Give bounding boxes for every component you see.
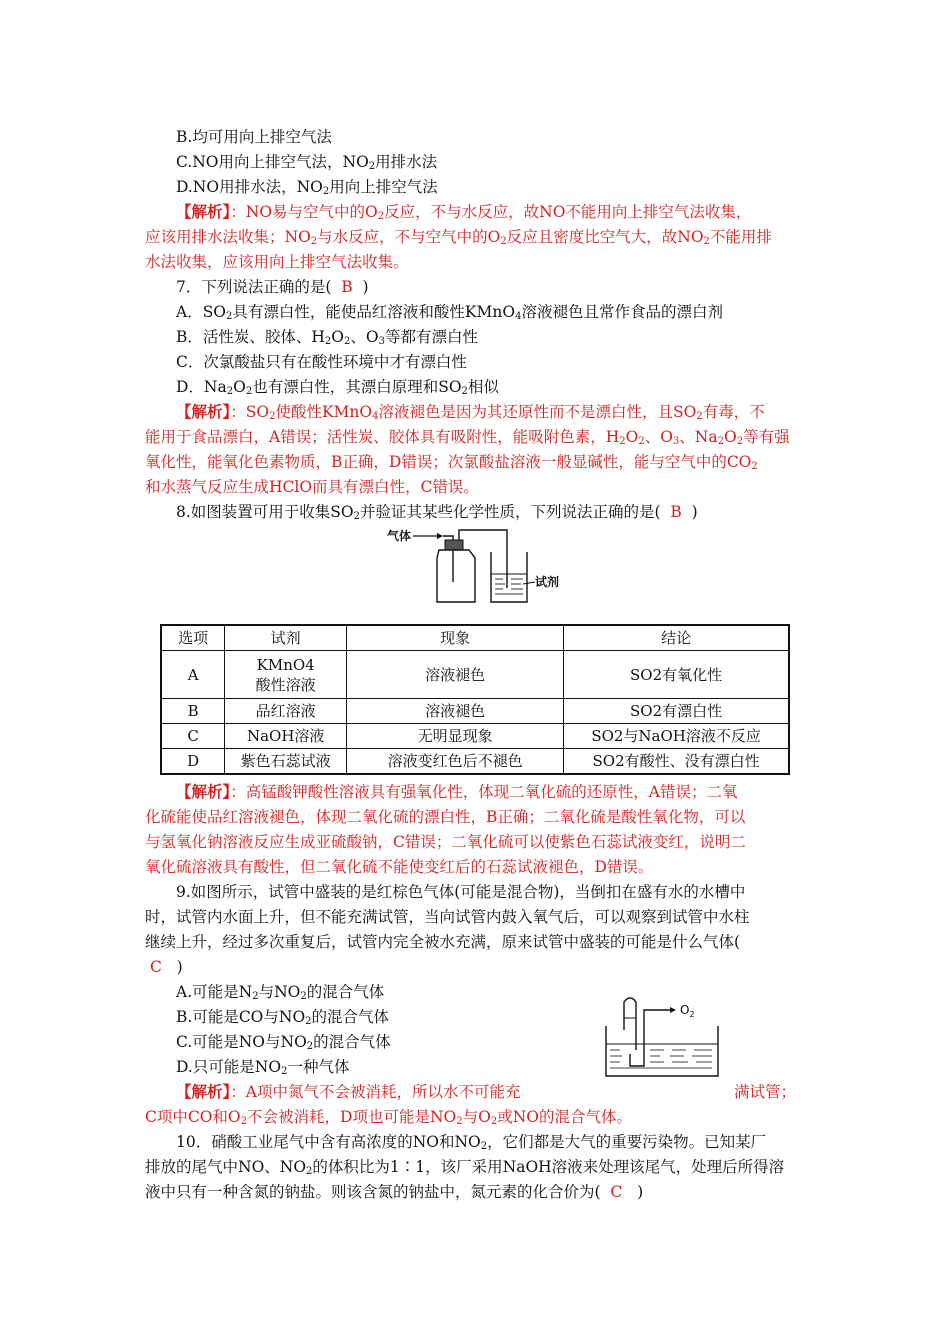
q9-stem-line2: 时，试管内水面上升，但不能充满试管，当向试管内鼓入氧气后，可以观察到试管中水柱 [145,908,750,926]
table-cell-conclusion: SO2有漂白性 [564,699,789,724]
q10-stem-line2: 排放的尾气中NO、$NO_2$的体积比为1∶1，该厂采用NaOH溶液来处理该尾气，处理后所得溶 [145,1158,785,1177]
table-cell-phenomenon: 溶液变红色后不褪色 [347,749,564,775]
table-header: 现象 [347,625,564,651]
q9-option-d: D.只可能是$NO_2$一种气体 [176,1058,350,1077]
table-cell-option: C [161,724,225,749]
q8-explanation-line4: 氧化硫溶液具有酸性，但二氧化硫不能使变红后的石蕊试液褪色，D错误。 [145,858,654,876]
gas-collection-apparatus-figure [385,526,575,608]
figure-label-gas: 气体 [387,529,412,543]
q8-explanation-line1: 【解析】：高锰酸钾酸性溶液具有强氧化性，体现二氧化硫的还原性，A错误；二氧 [176,782,738,801]
table-cell-phenomenon: 无明显现象 [347,724,564,749]
table-header: 试剂 [225,625,347,651]
q7-explanation-line1: 【解析】：$SO_2$使酸性KMnO$_4$溶液褪色是因为其还原性而不是漂白性，且$SO_2$有毒，不 [176,402,765,422]
q9-stem-line3: 继续上升，经过多次重复后，试管内完全被水充满，原来试管中盛装的可能是什么气体( [145,933,741,951]
inverted-test-tube-figure [600,990,740,1080]
table-header: 选项 [161,625,225,651]
q9-answer-line: C ) [149,958,183,976]
table-cell-reagent: 紫色石蕊试液 [225,749,347,775]
q9-stem-line1: 9.如图所示，试管中盛装的是红棕色气体(可能是混合物)，当倒扣在盛有水的水槽中 [176,883,746,901]
q7-explanation-line4: 和水蒸气反应生成HClO而具有漂白性，C错误。 [145,478,479,496]
table-cell-reagent: 品红溶液 [225,699,347,724]
table-cell-reagent: NaOH溶液 [225,724,347,749]
q7-option-d: D．$Na_2O_2$也有漂白性，其漂白原理和$SO_2$相似 [176,378,499,397]
table-cell-reagent: KMnO4 酸性溶液 [225,651,347,699]
q7-option-a: A．$SO_2$具有漂白性，能使品红溶液和酸性KMnO$_4$溶液褪色且常作食品的漂白剂 [176,303,723,322]
q9-option-c: C.可能是NO与$NO_2$的混合气体 [176,1033,391,1052]
q9-explanation-line2: C项中CO和$O_2$不会被消耗，D项也可能是$NO_2$与$O_2$或NO的混合气体。 [145,1108,632,1127]
table-cell-phenomenon: 溶液褪色 [347,699,564,724]
table-row [161,724,789,749]
q10-stem-line3: 液中只有一种含氮的钠盐。则该含氮的钠盐中，氮元素的化合价为( C ) [145,1183,644,1201]
table-header-row [161,625,789,651]
q9-option-b: B.可能是CO与$NO_2$的混合气体 [176,1008,390,1027]
q7-stem: 7．下列说法正确的是( B ) [176,278,369,296]
table-row [161,699,789,724]
table-cell-option: D [161,749,225,775]
q6-explanation-line3: 水法收集，应该用向上排空气法收集。 [145,253,409,271]
q8-options-table [160,624,790,775]
q10-answer: C [610,1183,623,1201]
table-cell-conclusion: SO2与NaOH溶液不反应 [564,724,789,749]
q8-answer: B [670,503,682,521]
q9-answer: C [149,958,162,976]
table-cell-option: A [161,651,225,699]
q8-explanation-line3: 与氢氧化钠溶液反应生成亚硫酸钠，C错误；二氧化硫可以使紫色石蕊试液变红，说明二 [145,833,746,851]
table-row [161,651,789,699]
figure-label-reagent: 试剂 [535,575,560,589]
q6-option-d: D.NO用排水法，$NO_2$用向上排空气法 [176,178,438,197]
q6-option-c: C.NO用向上排空气法，$NO_2$用排水法 [176,153,438,172]
q7-answer: B [341,278,353,296]
q8-explanation-line2: 化硫能使品红溶液褪色，体现二氧化硫的漂白性，B正确；二氧化硫是酸性氧化物，可以 [145,808,746,826]
table-cell-phenomenon: 溶液褪色 [347,651,564,699]
table-row [161,749,789,775]
table-cell-option: B [161,699,225,724]
table-header: 结论 [564,625,789,651]
q7-option-c: C．次氯酸盐只有在酸性环境中才有漂白性 [176,353,467,371]
q9-option-a: A.可能是$N_2$与$NO_2$的混合气体 [176,983,385,1002]
q7-option-b: B．活性炭、胶体、$H_2O_2$、$O_3$等都有漂白性 [176,328,478,347]
q6-explanation-line2: 应该用排水法收集；$NO_2$与水反应，不与空气中的$O_2$反应且密度比空气大，故$NO_2$不能用排 [145,228,772,247]
table-cell-conclusion: SO2有氧化性 [564,651,789,699]
figure-label-oxygen: $O_2$ [680,1003,695,1019]
q9-explanation-line1: 【解析】：A项中氮气不会被消耗，所以水不可能充 满试管； [176,1082,797,1101]
q6-option-b: B.均可用向上排空气法 [176,128,332,146]
q7-explanation-line3: 氧化性，能氧化色素物质，B正确，D错误；次氯酸盐溶液一般显碱性，能与空气中的$CO_2$ [145,453,758,472]
q10-stem-line1: 10．硝酸工业尾气中含有高浓度的NO和$NO_2$，它们都是大气的重要污染物。已知某厂 [176,1133,767,1152]
q7-explanation-line2: 能用于食品漂白，A错误；活性炭、胶体具有吸附性，能吸附色素，$H_2O_2$、$O_3$、$Na_2O_2$等有强 [145,428,790,447]
q8-stem: 8.如图装置可用于收集$SO_2$并验证其某些化学性质，下列说法正确的是( B ) [176,503,698,522]
table-cell-conclusion: SO2有酸性、没有漂白性 [564,749,789,775]
q6-explanation-line1: 【解析】：NO易与空气中的$O_2$反应，不与水反应，故NO不能用向上排空气法收集， [176,202,752,222]
